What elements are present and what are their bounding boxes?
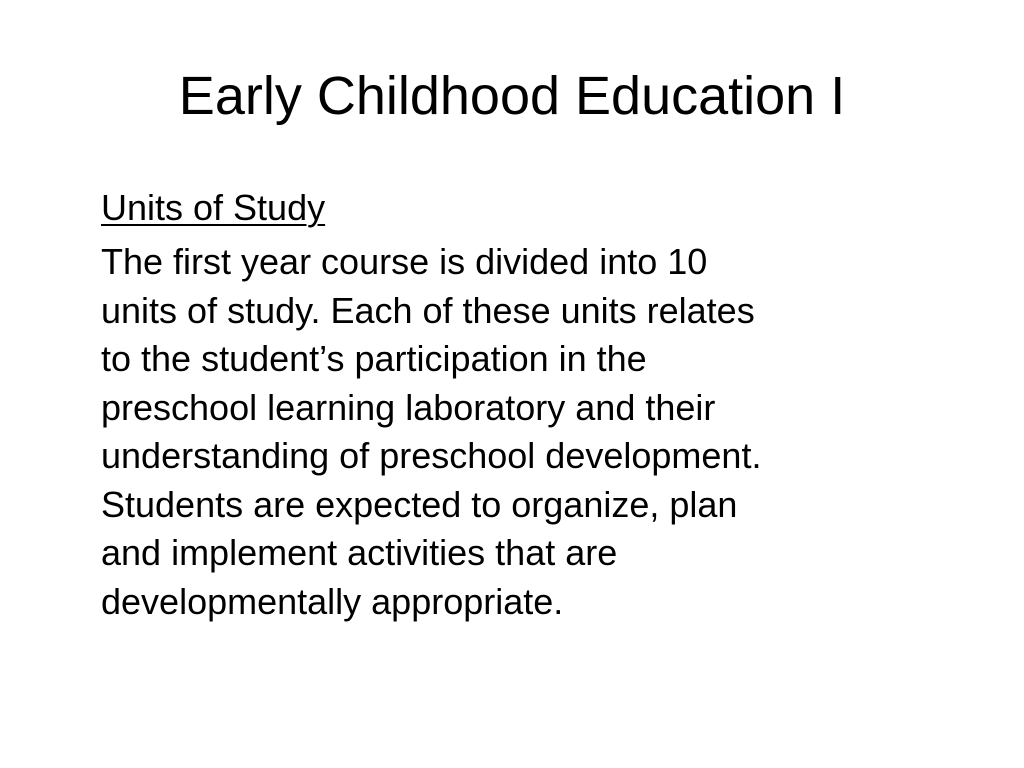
slide-title: Early Childhood Education I bbox=[178, 66, 846, 126]
body-line: preschool learning laboratory and their bbox=[101, 386, 716, 428]
slide-content bbox=[101, 186, 961, 626]
body-line: Students are expected to organize, plan bbox=[101, 483, 738, 525]
body-paragraph bbox=[101, 238, 961, 626]
body-line: understanding of preschool development. bbox=[101, 435, 762, 476]
body-line: units of study. Each of these units relates bbox=[101, 289, 755, 331]
section-heading-units-of-study: Units of Study bbox=[101, 187, 326, 228]
body-line: The first year course is divided into 10 bbox=[101, 241, 708, 282]
body-line: developmentally appropriate. bbox=[101, 580, 564, 622]
body-line: and implement activities that are bbox=[101, 532, 618, 573]
body-line: to the student’s participation in the bbox=[101, 338, 647, 379]
